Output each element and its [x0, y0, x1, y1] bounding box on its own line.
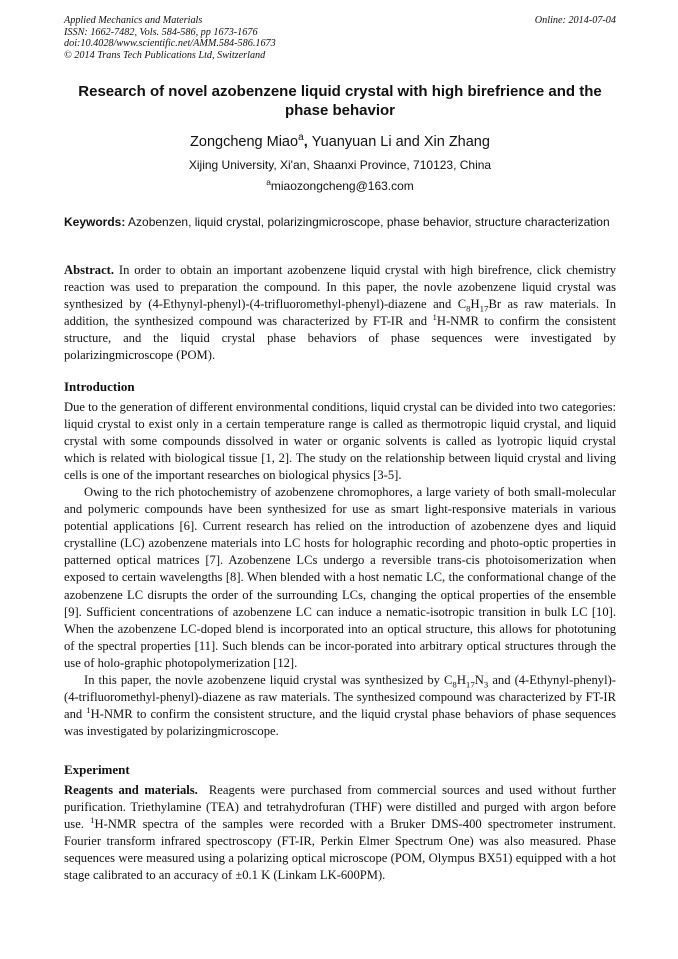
- experiment-sup-1: 1: [90, 814, 95, 825]
- reagents-label: Reagents and materials.: [64, 783, 198, 797]
- author-1: Zongcheng Miao: [190, 134, 299, 150]
- abstract-sub-1: 8: [466, 303, 471, 314]
- experiment-section: [64, 782, 616, 884]
- intro-p3-sub-1: 8: [452, 679, 457, 690]
- author-email: [64, 179, 616, 194]
- intro-paragraph-1: Due to the generation of different environmental conditions, liquid crystal can be divided into two categories: liquid crystal to exist only in a certain temperature range is called as thermotropic liquid crystal, and liquid crystal with some compounds dissolved in water or organic solvents is called as lyotropic liquid crystal which is related with biological tissue [1, 2]. The study on the relationship between liquid crystal and living cells is one of the important researches on biological physics [3-5].: [64, 400, 616, 483]
- keywords-label: Keywords:: [64, 215, 126, 229]
- journal-copyright: © 2014 Trans Tech Publications Ltd, Switzerland: [64, 49, 266, 61]
- intro-paragraph-3: [64, 672, 616, 740]
- abstract: [64, 262, 616, 364]
- experiment-heading: Experiment: [64, 762, 130, 777]
- experiment-text-1: Reagents were purchased from commercial sources and used without further purification. Triethylamine (TEA) and tetrahydrofuran (THF) were distilled and purged with argon before use.: [64, 783, 616, 832]
- intro-p3-sub-2: 17: [465, 679, 475, 690]
- experiment-text-2: H-NMR spectra of the samples were recorded with a Bruker DMS-400 spectrometer instrument. Fourier transform infrared spectroscopy (FT-IR, Perkin Elmer Spectrum One) was also measured. Phase sequences were measured using a polarizing optical microscope (POM, Olympus BX51) equipped with a hot stage calibrated to an accuracy of ±0.1 K (Linkam LK-600PM).: [64, 817, 616, 883]
- abstract-text-4: H-NMR to confirm the consistent structure, and the liquid crystal phase behaviors of phase sequences were investigated by polarizingmicroscope (POM).: [64, 314, 616, 363]
- journal-header: [64, 15, 616, 61]
- online-date: Online: 2014-07-04: [534, 15, 616, 26]
- email-address: miaozongcheng@163.com: [270, 179, 414, 193]
- keywords: [64, 214, 616, 230]
- intro-p3-text-b: H: [456, 672, 466, 687]
- paper-title: Research of novel azobenzene liquid crystal with high birefrience and the phase behavior: [78, 83, 602, 119]
- author-list: [64, 133, 616, 151]
- journal-issn: ISSN: 1662-7482, Vols. 584-586, pp 1673-1676: [64, 26, 258, 38]
- abstract-text-1: In order to obtain an important azobenzene liquid crystal with high birefrence, click chemistry reaction was used to preparation the compound. In this paper, the novle azobenzene liquid crystal was synthesized by (4-Ethynyl-phenyl)-(4-trifluoromethyl-phenyl)-diazene and C: [64, 263, 616, 312]
- journal-name: Applied Mechanics and Materials: [64, 15, 203, 26]
- email-affil-mark: a: [266, 177, 271, 187]
- keywords-text: Azobenzen, liquid crystal, polarizingmicroscope, phase behavior, structure characterization: [128, 215, 610, 229]
- intro-p3-text-d: and (4-Ethynyl-phenyl)-(4-trifluoromethyl-phenyl)-diazene as raw materials. The synthesized compound was characterized by FT-IR and: [64, 672, 616, 721]
- intro-p3-text-a: In this paper, the novle azobenzene liquid crystal was synthesized by C: [84, 672, 453, 687]
- intro-p3-text-c: N: [474, 672, 484, 687]
- abstract-sup-1: 1: [432, 311, 437, 322]
- author-others: Yuanyuan Li and Xin Zhang: [311, 134, 490, 150]
- abstract-text-3: Br as raw materials. In addition, the synthesized compound was characterized by FT-IR and: [64, 297, 617, 329]
- affiliation: Xijing University, Xi'an, Shaanxi Province, 710123, China: [188, 158, 492, 172]
- abstract-text-2: H: [470, 297, 480, 312]
- author-separator: ,: [303, 134, 312, 150]
- introduction-section: [64, 399, 616, 740]
- intro-p3-sup: 1: [86, 704, 91, 715]
- abstract-label: Abstract.: [64, 263, 115, 277]
- journal-doi: doi:10.4028/www.scientific.net/AMM.584-586.1673: [64, 38, 276, 50]
- intro-paragraph-2: Owing to the rich photochemistry of azobenzene chromophores, a large variety of both small-molecular and polymeric compounds have been synthesized for use as smart light-responsive materials in various potential applications [6]. Current research has relied on the introduction of azobenzene dyes and liquid crystalline (LC) azobenzene materials into LC hosts for holographic recording and photo-optic properties in patterned optical matrices [7]. Azobenzene LCs undergo a reversible trans-cis photoisomerization when exposed to certain wavelengths [8]. When blended with a host nematic LC, the conformational change of the azobenzene LC disrupts the order of the surrounding LCs, changing the optical properties of the ensemble [9]. Sufficient concentrations of azobenzene LC can induce a nematic-isotropic transition in bulk LC [10]. When the azobenzene LC-doped blend is incorporated into an optical structure, this allows for phototuning of the spectral properties [11]. Such blends can be incor-porated into arbitrary optical structures through the use of holo-graphic photopolymerization [12].: [64, 485, 616, 670]
- abstract-sub-2: 17: [479, 303, 489, 314]
- intro-p3-text-e: H-NMR to confirm the consistent structure, and the liquid crystal phase behaviors of phase sequences was investigated by polarizingmicroscope.: [64, 706, 616, 738]
- author-1-affil-mark: a: [298, 132, 304, 144]
- intro-p3-sub-3: 3: [483, 679, 489, 690]
- introduction-heading: Introduction: [64, 379, 135, 394]
